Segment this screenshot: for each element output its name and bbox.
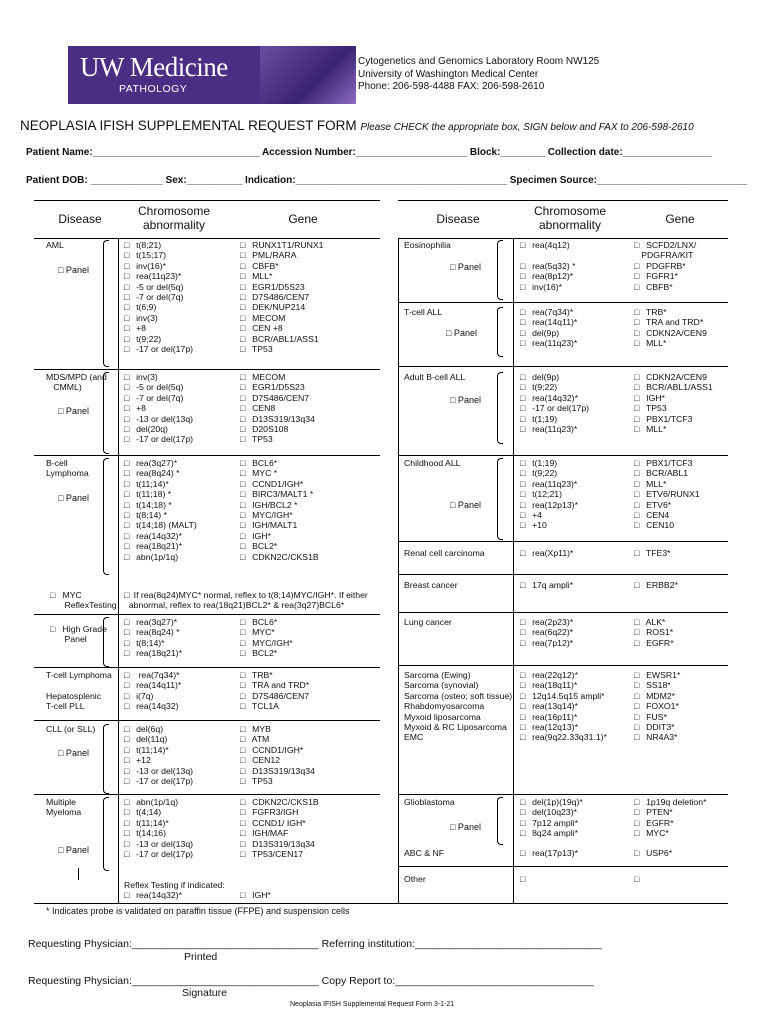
disease-lung: Lung cancer [404, 617, 452, 627]
eos-panel-checkbox[interactable]: □ Panel [450, 262, 481, 272]
right-chromosome-header [514, 204, 626, 232]
child-panel-checkbox[interactable]: □ Panel [450, 500, 481, 510]
tall-genes[interactable]: □ TRB* □ TRA and TRD* □ CDKN2A/CEN9 □ MLL* [634, 307, 707, 349]
ball-panel-checkbox[interactable]: □ Panel [450, 395, 481, 405]
mm-bracket [103, 797, 109, 871]
printed-label: Printed [184, 951, 218, 963]
rule [398, 366, 728, 367]
rule [398, 794, 728, 795]
cll-panel-checkbox[interactable]: □ Panel [58, 748, 89, 758]
reflex-testing[interactable]: Reflex Testing if indicated: □ rea(14q32)* [124, 880, 225, 901]
rule [398, 455, 728, 456]
form-title-main: NEOPLASIA IFISH SUPPLEMENTAL REQUEST FORM [20, 118, 357, 133]
table-bottom-rule [34, 903, 728, 904]
signature-label: Signature [182, 987, 227, 999]
disease-other: Other [404, 874, 426, 884]
mds-genes[interactable]: □ MECOM □ EGR1/D5S23 □ D7S486/CEN7 □ CEN8 □ D13S319/13q34 □ D20S108 □ TP53 [240, 372, 315, 445]
mm-chromosomes[interactable]: □ abn(1p/1q) □ t(4;14) □ t(11;14)* □ t(14;16) □ -13 or del(13q) □ -17 or del(17p) [124, 797, 194, 860]
rule [34, 455, 380, 456]
right-header-bottom-rule [398, 238, 728, 239]
high-grade-chromosomes[interactable]: □ rea(3q27)* □ rea(8q24) * □ t(8;14)* □ rea(18q21)* [124, 617, 182, 659]
disease-glioblastoma: Glioblastoma [404, 797, 455, 807]
rule [34, 720, 380, 721]
reflex-gene[interactable]: □ IGH* [240, 890, 271, 900]
bcell-genes[interactable]: □ BCL6* □ MYC * □ CCND1/IGH* □ BIRC3/MALT1 * □ IGH/BCL2 * □ MYC/IGH* □ IGH/MALT1 □ IGH* □ BCL2* □ CDKN2C/CKS1B [240, 458, 319, 562]
disease-bcell-lymphoma: B-cell Lymphoma [46, 458, 89, 479]
rule [398, 866, 728, 867]
tall-panel-checkbox[interactable]: □ Panel [446, 328, 477, 338]
disease-adult-ball: Adult B-cell ALL [404, 372, 466, 382]
sarc-chromosomes[interactable]: □ rea(22q12)* □ rea(18q11)* □ 12q14.5q15 ampli* □ rea(13q14)* □ rea(16p11)* □ rea(12q13)* □ rea(9q22.33q31.1)* [520, 670, 607, 743]
mm-tick [78, 868, 79, 880]
rule [398, 574, 728, 575]
footnote: * Indicates probe is validated on paraffin tissue (FFPE) and suspension cells [46, 906, 350, 916]
disease-aml: AML [46, 240, 64, 250]
disease-mds: MDS/MPD (and CMML) [46, 372, 107, 393]
eos-genes[interactable]: □ SCFD2/LNX/ PDGFRA/KIT □ PDGFRB* □ FGFR1* □ CBFB* [634, 240, 697, 292]
rule [398, 302, 728, 303]
disease-abc-nf: ABC & NF [404, 848, 445, 858]
glio-genes[interactable]: □ 1p19q deletion* □ PTEN* □ EGFR* □ MYC* [634, 797, 707, 839]
sarc-genes[interactable]: □ EWSR1* □ SS18* □ MDM2* □ FOXO1* □ FUS* □ DDIT3* □ NR4A3* [634, 670, 681, 743]
disease-breast: Breast cancer [404, 580, 458, 590]
bcell-panel-checkbox[interactable]: □ Panel [58, 493, 89, 503]
form-title [20, 118, 694, 133]
aml-genes[interactable]: □ RUNX1T1/RUNX1 □ PML/RARA □ CBFB* □ MLL* □ EGR1/D5S23 □ D7S486/CEN7 □ DEK/NUP214 □ MECOM □ CEN +8 □ BCR/ABL1/ASS1 □ TP53 [240, 240, 324, 355]
chrom-header-line1: Chromosome [533, 204, 607, 218]
tcell-genes[interactable]: □ TRB* □ TRA and TRD* □ D7S486/CEN7 □ TCL1A [240, 670, 310, 712]
ball-genes[interactable]: □ CDKN2A/CEN9 □ BCR/ABL1/ASS1 □ IGH* □ TP53 □ PBX1/TCF3 □ MLL* [634, 372, 713, 435]
cll-chromosomes[interactable]: □ del(6q) □ del(11q) □ t(11;14)* □ +12 □ -13 or del(13q) □ -17 or del(17p) [124, 724, 194, 787]
lung-chromosomes[interactable]: □ rea(2p23)* □ rea(6q22)* □ rea(7p12)* [520, 617, 574, 648]
tall-bracket [497, 307, 503, 357]
middle-divider [398, 238, 399, 903]
child-genes[interactable]: □ PBX1/TCF3 □ BCR/ABL1 □ MLL* □ ETV6/RUNX1 □ ETV6* □ CEN4 □ CEN10 [634, 458, 700, 531]
logo-dept: PATHOLOGY [119, 83, 188, 95]
disease-multiple-myeloma: Multiple Myeloma [46, 797, 82, 818]
tcell-chromosomes[interactable]: □ rea(7q34)* □ rea(14q11)* □ i(7q) □ rea(14q32) [124, 670, 182, 712]
left-divider-1 [118, 238, 119, 903]
renal-chromosomes[interactable]: □ rea(Xp11)* [520, 548, 574, 558]
other-chrom-checkbox[interactable]: □ [520, 874, 526, 884]
disease-renal: Renal cell carcinoma [404, 548, 485, 558]
high-grade-bracket [103, 617, 109, 667]
cll-genes[interactable]: □ MYB □ ATM □ CCND1/IGH* □ CEN12 □ D13S319/13q34 □ TP53 [240, 724, 315, 787]
mds-bracket [103, 372, 109, 454]
glio-panel-checkbox[interactable]: □ Panel [450, 822, 481, 832]
mds-chromosomes[interactable]: □ inv(3) □ -5 or del(5q) □ -7 or del(7q) □ +8 □ -13 or del(13q) □ del(20q) □ -17 or del(17p) [124, 372, 194, 445]
patient-fields-row-2[interactable]: Patient DOB: _____________ Sex:__________ Indication:______________________________________ Specimen Source:___________________________ [26, 175, 748, 186]
lab-line-2: University of Washington Medical Center [358, 68, 539, 80]
right-divider-1 [513, 238, 514, 903]
right-header-top-rule [398, 200, 728, 201]
aml-bracket [103, 240, 109, 367]
breast-chromosomes[interactable]: □ 17q ampli* [520, 580, 574, 590]
myc-reflex-text[interactable]: □ If rea(8q24)MYC* normal, reflex to t(8;14)MYC/IGH*. If either abnormal, reflex to rea(18q21)BCL2* & rea(3q27)BCL6* [124, 590, 368, 611]
glio-chromosomes[interactable]: □ del(1p)(19q)* □ del(10q23)* □ 7p12 ampli* □ 8q24 ampli* [520, 797, 583, 839]
rule [34, 667, 380, 668]
right-disease-header: Disease [436, 212, 480, 226]
requesting-physician-printed[interactable]: Requesting Physician:________________________________ Referring institution:________________________________ [28, 938, 602, 950]
ball-bracket [497, 372, 503, 444]
child-bracket [497, 458, 503, 540]
left-gene-header: Gene [288, 212, 318, 226]
requesting-physician-signature[interactable]: Requesting Physician:________________________________ Copy Report to:__________________________________ [28, 975, 594, 987]
disease-tcell-lymphoma: T-cell Lymphoma Hepatosplenic T-cell PLL [46, 670, 112, 712]
disease-tcell-all: T-cell ALL [404, 307, 443, 317]
dna-artwork [260, 46, 356, 104]
logo-name: UW Medicine [80, 52, 228, 82]
chrom-header-line2: abnormality [142, 218, 206, 232]
rule [34, 794, 380, 795]
rule [34, 369, 380, 370]
rule [398, 612, 728, 613]
other-gene-checkbox[interactable]: □ [634, 874, 640, 884]
cll-bracket [103, 724, 109, 794]
left-header-bottom-rule [34, 238, 380, 239]
eos-bracket [497, 240, 503, 300]
high-grade-genes[interactable]: □ BCL6* □ MYC* □ MYC/IGH* □ BCL2* [240, 617, 293, 659]
breast-genes[interactable]: □ ERBB2* [634, 580, 678, 590]
chrom-header-line2: abnormality [538, 218, 602, 232]
disease-sarcomas: Sarcoma (Ewing) Sarcoma (synovial) Sarcoma (osteo; soft tissue) Rhabdomyosarcoma Myxoid liposarcoma Myxoid & RC Liposarcoma EMC [404, 670, 513, 743]
glio-bracket [497, 797, 503, 845]
lab-line-3: Phone: 206-598-4488 FAX: 206-598-2610 [358, 81, 545, 92]
form-id: Neoplasia IFISH Supplemental Request Form 3-1-21 [290, 1001, 455, 1008]
disease-eosinophilia: Eosinophilia [404, 240, 451, 250]
ball-chromosomes[interactable]: □ del(9p) □ t(9;22) □ rea(14q32)* □ -17 or del(17p) □ t(1;19) □ rea(11q23)* [520, 372, 590, 435]
mm-genes[interactable]: □ CDKN2C/CKS1B □ FGFR3/IGH □ CCND1/ IGH* □ IGH/MAF □ D13S319/13q34 □ TP53/CEN17 [240, 797, 319, 860]
mds-panel-checkbox[interactable]: □ Panel [58, 406, 89, 416]
lung-genes[interactable]: □ ALK* □ ROS1* □ EGFR* [634, 617, 674, 648]
chrom-header-line1: Chromosome [137, 204, 211, 218]
renal-genes[interactable]: □ TFE3* [634, 548, 671, 558]
patient-fields-row-1[interactable]: Patient Name:______________________________ Accession Number:____________________ Block:________ Collection date:________________ [26, 147, 712, 158]
left-disease-header: Disease [58, 212, 102, 226]
form-instructions: Please CHECK the appropriate box, SIGN below and FAX to 206-598-2610 [360, 122, 694, 133]
left-chromosome-header [118, 204, 230, 232]
aml-chromosomes[interactable]: □ t(8;21) □ t(15;17) □ inv(16)* □ rea(11q23)* □ -5 or del(5q) □ -7 or del(7q) □ t(6;9) □ inv(3) □ +8 □ t(9;22) □ -17 or del(17p) [124, 240, 194, 355]
aml-panel-checkbox[interactable]: □ Panel [58, 265, 89, 275]
lab-address [358, 56, 599, 94]
mm-panel-checkbox[interactable]: □ Panel [58, 845, 89, 855]
tall-chromosomes[interactable]: □ rea(7q34)* □ rea(14q11)* □ del(9p) □ rea(11q23)* [520, 307, 578, 349]
disease-childhood-all: Childhood ALL [404, 458, 461, 468]
abc-chromosomes[interactable]: □ rea(17p13)* [520, 848, 578, 858]
myc-reflex-checkbox[interactable]: □ MYC ReflexTesting [50, 590, 117, 611]
high-grade-panel-checkbox[interactable]: □ High Grade Panel [50, 624, 107, 645]
rule [34, 614, 380, 615]
rule [398, 541, 728, 542]
abc-genes[interactable]: □ USP6* [634, 848, 673, 858]
lab-line-1: Cytogenetics and Genomics Laboratory Room NW125 [358, 56, 600, 67]
eos-chromosomes[interactable]: □ rea(4q12) □ rea(5q32) * □ rea(8p12)* □ inv(16)* [520, 240, 576, 292]
disease-cll: CLL (or SLL) [46, 724, 96, 734]
bcell-chromosomes[interactable]: □ rea(3q27)* □ rea(8q24) * □ t(11;14)* □ t(11;18) * □ t(14;18) * □ t(8;14) * □ t(14;18) (MALT) □ rea(14q32)* □ rea(18q21)* □ abn(1p/1q) [124, 458, 197, 562]
rule [398, 665, 728, 666]
left-header-top-rule [34, 200, 380, 201]
child-chromosomes[interactable]: □ t(1;19) □ t(9;22) □ rea(11q23)* □ t(12;21) □ rea(12p13)* □ +4 □ +10 [520, 458, 578, 531]
bcell-bracket [103, 458, 109, 575]
right-gene-header: Gene [665, 212, 695, 226]
